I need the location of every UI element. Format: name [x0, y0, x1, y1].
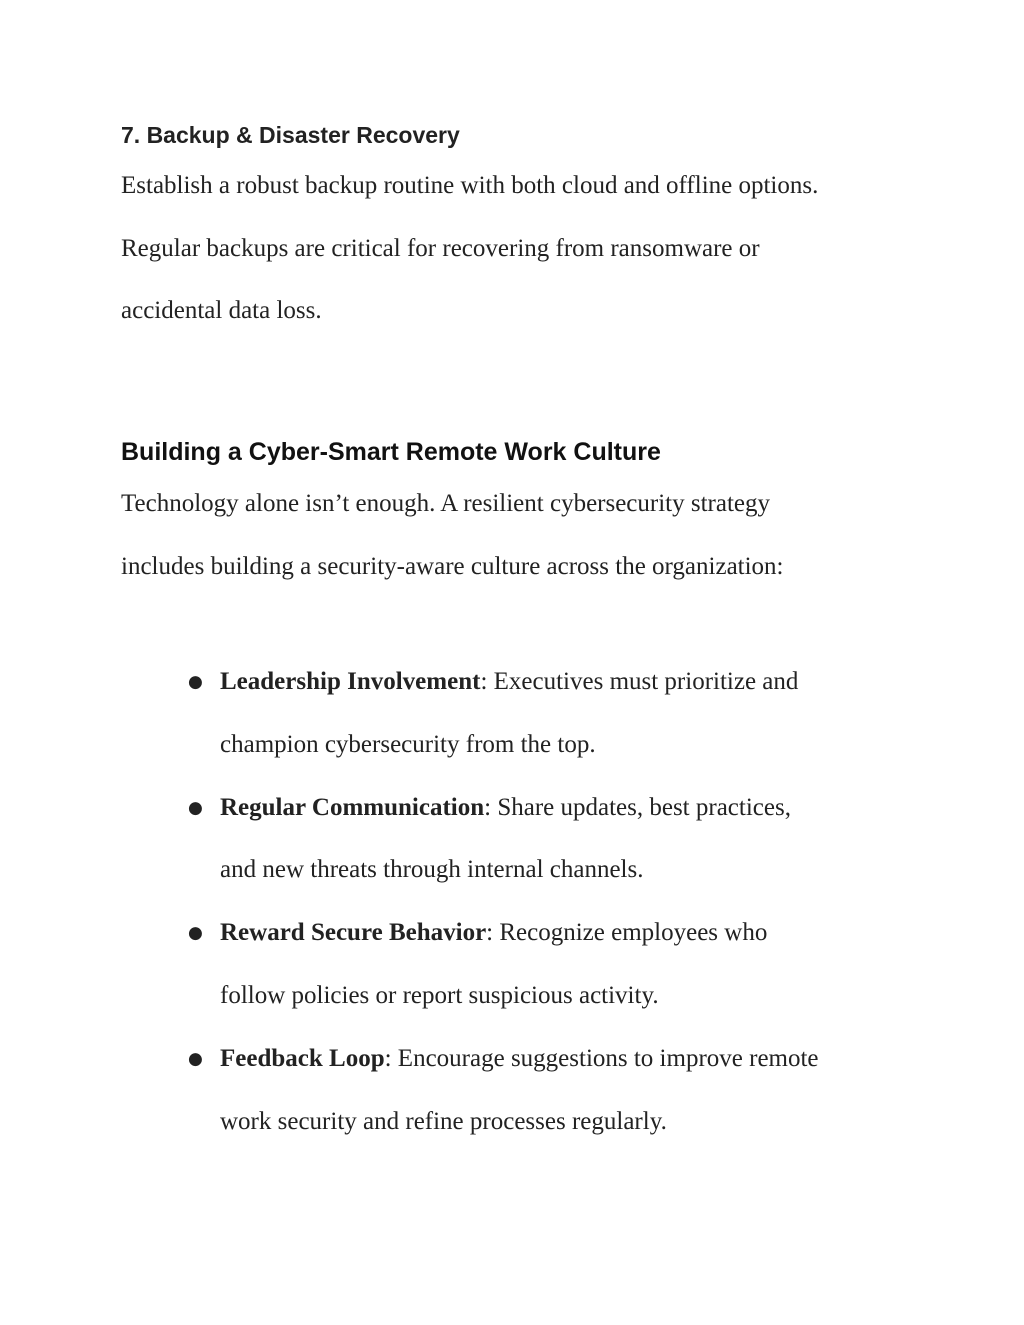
section-paragraph: [121, 155, 911, 343]
list-item: [188, 1028, 908, 1154]
list-item-text: : Executives must prioritize and: [480, 668, 799, 695]
list-item-line: and new threats through internal channels.: [220, 856, 644, 884]
list-item-line: [220, 902, 908, 965]
list-item-term: Feedback Loop: [220, 1044, 385, 1072]
list-item: [188, 777, 908, 903]
bullet-icon: ●: [188, 1048, 203, 1069]
paragraph-line: Technology alone isn’t enough. A resilient cybersecurity strategy: [121, 490, 771, 517]
list-item-text: : Recognize employees who: [486, 919, 768, 947]
list-item-text: : Encourage suggestions to improve remote: [384, 1044, 819, 1072]
section-cyber-smart-culture: [121, 435, 911, 598]
section-heading: 7. Backup & Disaster Recovery: [121, 122, 460, 148]
list-item-text: : Share updates, best practices,: [484, 793, 791, 821]
culture-bullet-list: [188, 651, 908, 1153]
paragraph-line: Regular backups are critical for recovering from ransomware or: [121, 234, 760, 262]
paragraph-line: Establish a robust backup routine with both cloud and offline options.: [121, 172, 819, 199]
list-item-line: champion cybersecurity from the top.: [220, 730, 596, 758]
list-item-line: follow policies or report suspicious activity.: [220, 981, 659, 1009]
bullet-icon: ●: [188, 923, 203, 944]
list-item-line: [220, 777, 908, 840]
section-heading: Building a Cyber-Smart Remote Work Culture: [121, 438, 661, 466]
list-item-line: [220, 1028, 908, 1091]
list-item-line: [220, 651, 908, 714]
paragraph-line: accidental data loss.: [121, 297, 322, 324]
paragraph-line: includes building a security-aware culture across the organization:: [121, 552, 784, 580]
bullet-icon: ●: [188, 797, 203, 818]
bullet-icon: ●: [188, 672, 203, 692]
list-item: [188, 902, 908, 1028]
section-paragraph: [121, 473, 911, 598]
list-item: [188, 651, 908, 777]
list-item-term: Reward Secure Behavior: [220, 919, 487, 947]
section-backup-recovery: [121, 119, 911, 343]
list-item-term: Regular Communication: [220, 793, 485, 821]
list-item-term: Leadership Involvement: [220, 668, 481, 695]
list-item-line: work security and refine processes regularly.: [220, 1107, 667, 1135]
